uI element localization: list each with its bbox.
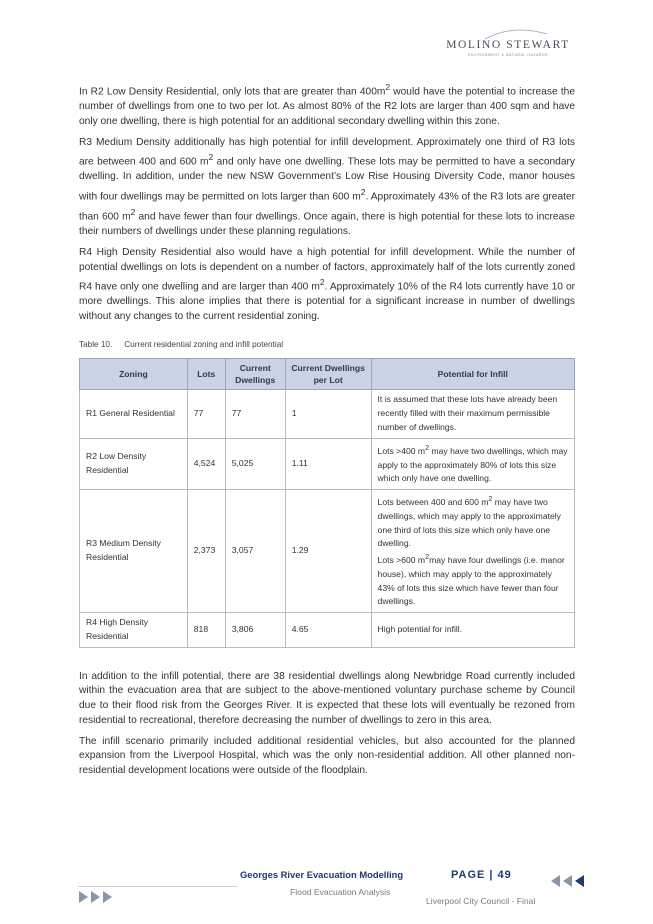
cell-lots: 4,524 (187, 438, 225, 489)
cell-zoning: R1 General Residential (80, 390, 188, 438)
cell-potential: It is assumed that these lots have already been recently filled with their maximum permissible number of dwellings. (371, 390, 574, 438)
header-lots: Lots (187, 359, 225, 390)
footer-report-subtitle: Flood Evacuation Analysis (290, 887, 391, 897)
cell-per-lot: 1.11 (285, 438, 371, 489)
previous-arrows-icon (551, 874, 591, 888)
cell-zoning: R3 Medium Density Residential (80, 490, 188, 613)
paragraph-infill-scenario: The infill scenario primarily included additional residential vehicles, but also accounted for the planned expansion from the Liverpool Hospital, which was the only non-residential addition. All other planned non-residential development locations were outside of the floodplain. (79, 735, 575, 776)
cell-per-lot: 1 (285, 390, 371, 438)
cell-dwellings: 3,057 (225, 490, 285, 613)
cell-lots: 818 (187, 613, 225, 648)
cell-dwellings: 77 (225, 390, 285, 438)
page-number: PAGE | 49 (451, 869, 512, 881)
header-current-dwellings: Current Dwellings (225, 359, 285, 390)
zoning-table (79, 358, 575, 647)
logo-name: MOLINO STEWART (446, 39, 570, 51)
table-caption-text: Current residential zoning and infill potential (124, 340, 284, 350)
paragraph-r4: R4 High Density Residential also would have a high potential for infill development. While the number of potential dwellings on lots is dependent on a number of factors, approximately half of the lots currently zoned R4 have only one dwelling and are larger than 400 $m^2$. Approximately 10% of the R4 lots currently have 10 or more dwellings. This alone implies that there is potential for a significant increase in number of dwellings without any changes to the current residential zoning. (79, 247, 576, 322)
header-dwellings-per-lot: Current Dwellings per Lot (285, 359, 371, 390)
cell-dwellings: 3,806 (225, 613, 285, 648)
paragraph-newbridge: In addition to the infill potential, there are 38 residential dwellings along Newbridge Road currently included within the evacuation area that are subject to the above-mentioned voluntary purchase scheme by Council due to their flood risk from the Georges River. It is expected that these lots will eventually be rezoned from residential to recreational, therefore decreasing the number of dwellings to zero in this area. (79, 670, 575, 726)
document-body (79, 80, 575, 785)
cell-potential: High potential for infill. (371, 613, 574, 648)
cell-lots: 2,373 (187, 490, 225, 613)
cell-per-lot: 4.65 (285, 613, 371, 648)
cell-per-lot: 1.29 (285, 490, 371, 613)
table-caption-number: Table 10. (79, 340, 113, 350)
next-arrows-icon (79, 890, 119, 904)
table-row (80, 613, 575, 648)
logo-arc-graphic (443, 26, 573, 40)
paragraph-r2: In R2 Low Density Residential, only lots that are greater than $400m^2$ would have the potential to increase the number of dwellings from one to two per lot. As almost 80% of the R2 lots are larger than 400 sqm and have only one dwelling, there is high potential for an additional secondary dwelling within this zone. (79, 82, 575, 127)
cell-lots: 77 (187, 390, 225, 438)
footer-divider (78, 886, 238, 887)
header-potential: Potential for Infill (371, 359, 574, 390)
cell-zoning: R4 High Density Residential (80, 613, 188, 648)
table-row (80, 438, 575, 489)
paragraph-r3: R3 Medium Density additionally has high potential for infill development. Approximately one third of R3 lots are between 400 and 600 $m^2$ and only have one dwelling. These lots may be permitted to have a secondary dwelling. In addition, under the new NSW Government’s Low Rise Housing Diversity Code, manor houses with four dwellings may be permitted on lots larger than 600 $m^2$. Approximately 43% of the R3 lots are greater than 600 $m^2$ and have fewer than four dwellings. Once again, there is high potential for these lots to increase their numbers of dwellings under these planning regulations. (79, 136, 576, 237)
table-row (80, 490, 575, 613)
cell-potential: Lots between 400 and 600 $m^2$ may have two dwellings, which may apply to the approximately one third of lots this size which only have one dwelling. Lots >600 $m^2may$ have four dwellings (i.e. manor house), which may apply to the approximately 43% of lots this size which have fewer than four dwellings. (371, 490, 574, 613)
cell-potential: Lots >400 $m^2$ may have two dwellings, which may apply to the approximately 80% of lots this size which only have one dwelling. (371, 438, 574, 489)
table-header-row (80, 359, 575, 390)
table-row (80, 390, 575, 438)
table-caption (79, 340, 575, 349)
company-logo (443, 26, 573, 60)
cell-dwellings: 5,025 (225, 438, 285, 489)
footer-report-title: Georges River Evacuation Modelling (240, 869, 404, 880)
cell-zoning: R2 Low Density Residential (80, 438, 188, 489)
header-zoning: Zoning (80, 359, 188, 390)
logo-tagline: ENVIRONMENT & NATURAL HAZARDS (468, 53, 548, 57)
footer-client: Liverpool City Council - Final (426, 896, 536, 906)
